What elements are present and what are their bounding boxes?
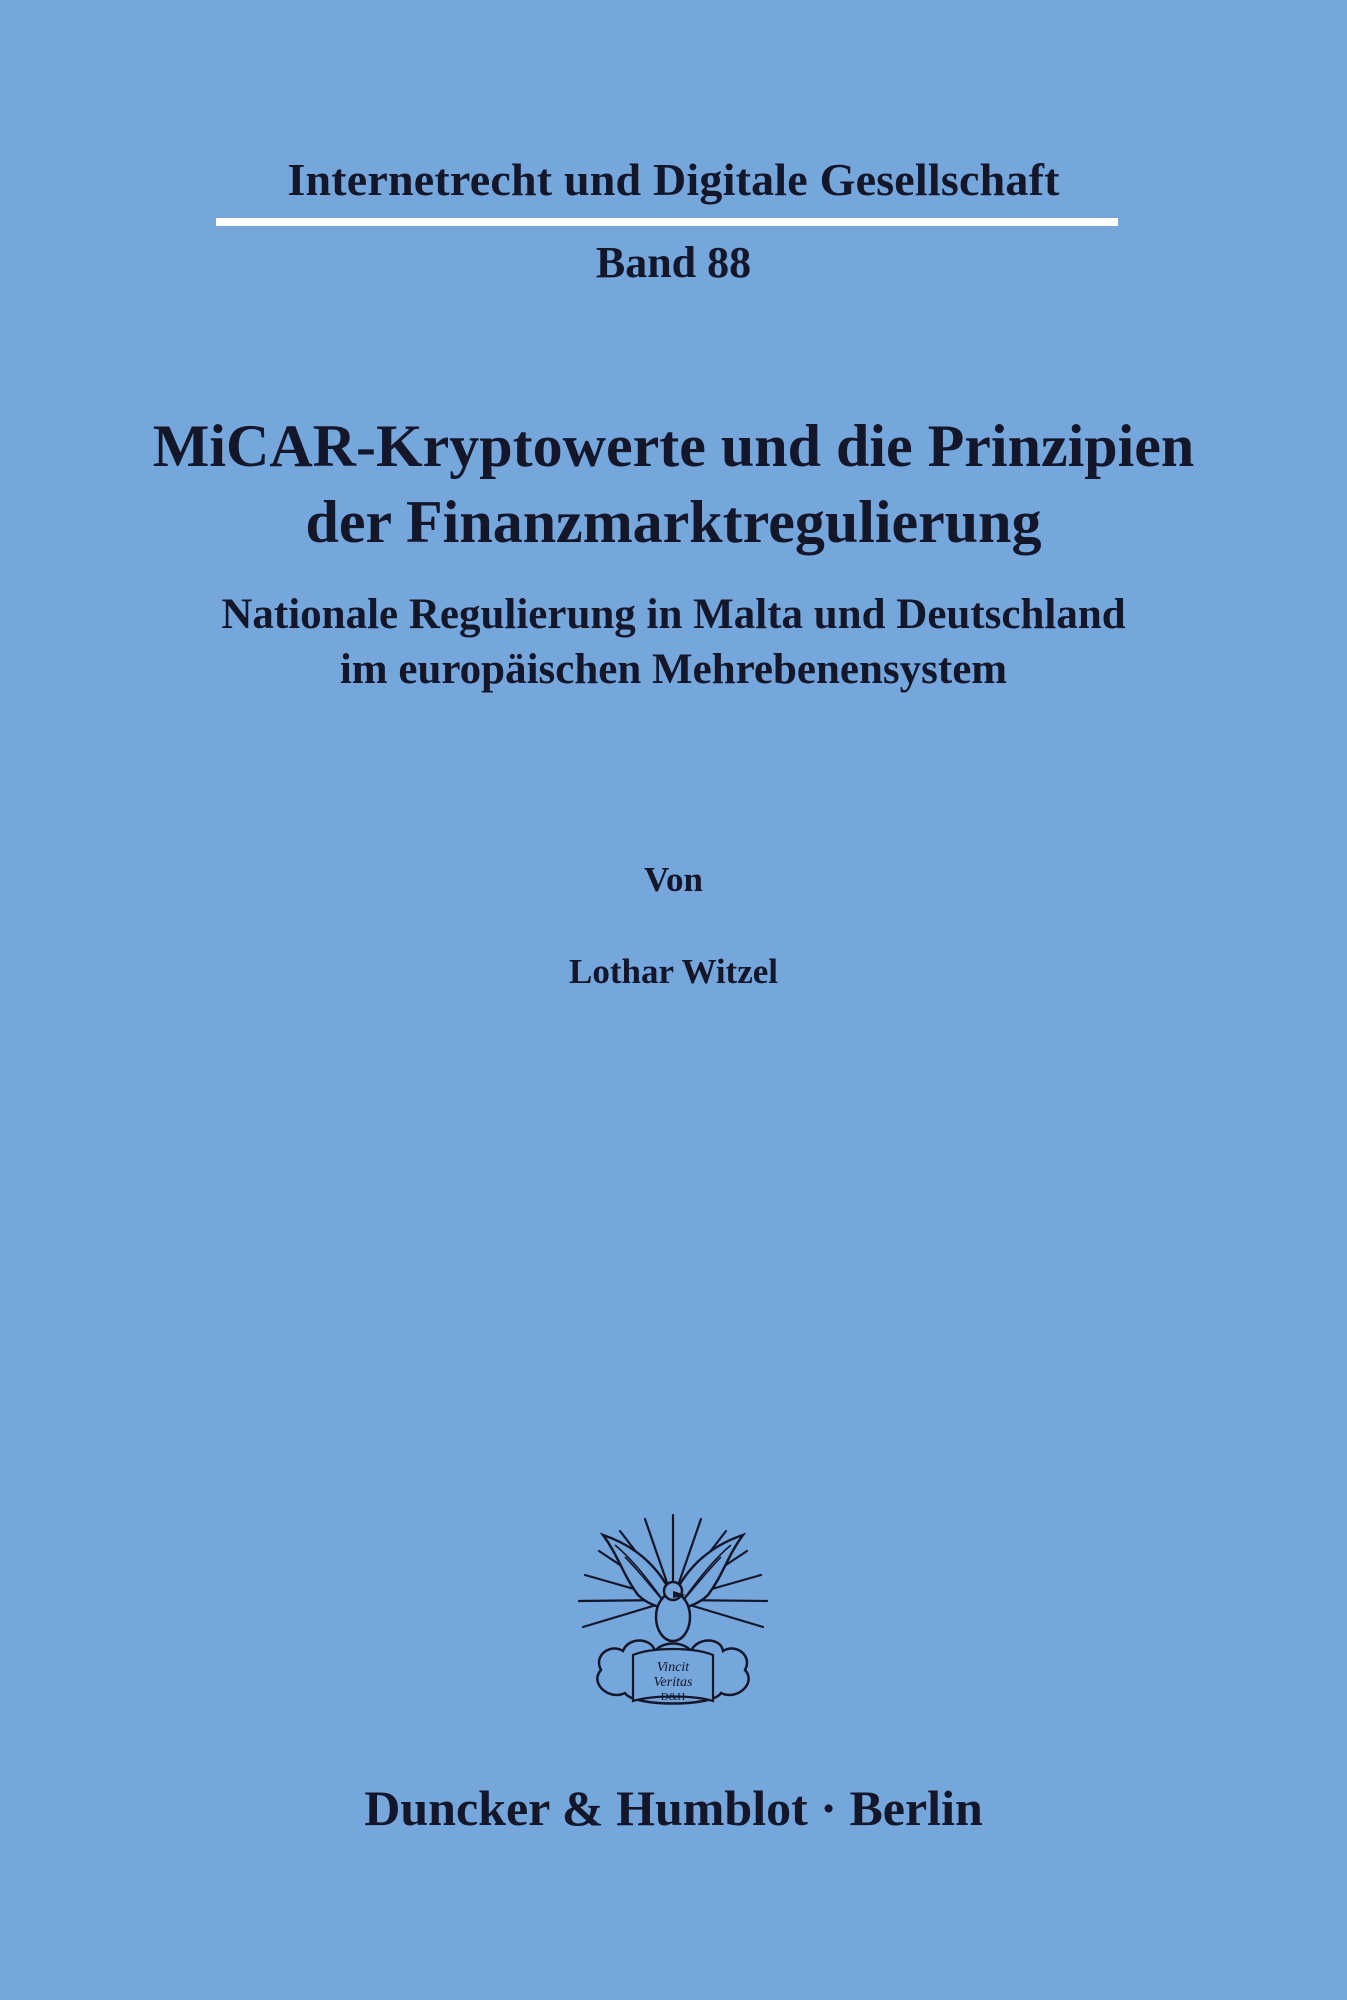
- volume-number: Band 88: [595, 238, 752, 287]
- series-divider: [216, 218, 1118, 226]
- author-name: Lothar Witzel: [568, 952, 779, 991]
- book-subtitle: [60, 587, 1287, 697]
- emblem-motto-line-2: Veritas: [653, 1675, 693, 1690]
- book-title: [60, 408, 1287, 560]
- series-title: Internetrecht und Digitale Gesellschaft: [287, 154, 1060, 205]
- eagle-emblem-icon: [563, 1505, 783, 1725]
- book-title-line-2: der Finanzmarktregulierung: [305, 489, 1042, 555]
- book-subtitle-line-2: im europäischen Mehrebenensystem: [339, 646, 1008, 693]
- publisher-imprint: Duncker & Humblot · Berlin: [364, 1780, 983, 1836]
- by-label: Von: [643, 860, 704, 899]
- book-title-line-1: MiCAR-Kryptowerte und die Prinzipien: [152, 413, 1195, 479]
- emblem-motto-line-1: Vincit: [656, 1660, 690, 1675]
- emblem-monogram: D&H: [660, 1691, 686, 1703]
- book-subtitle-line-1: Nationale Regulierung in Malta und Deutschland: [221, 591, 1126, 638]
